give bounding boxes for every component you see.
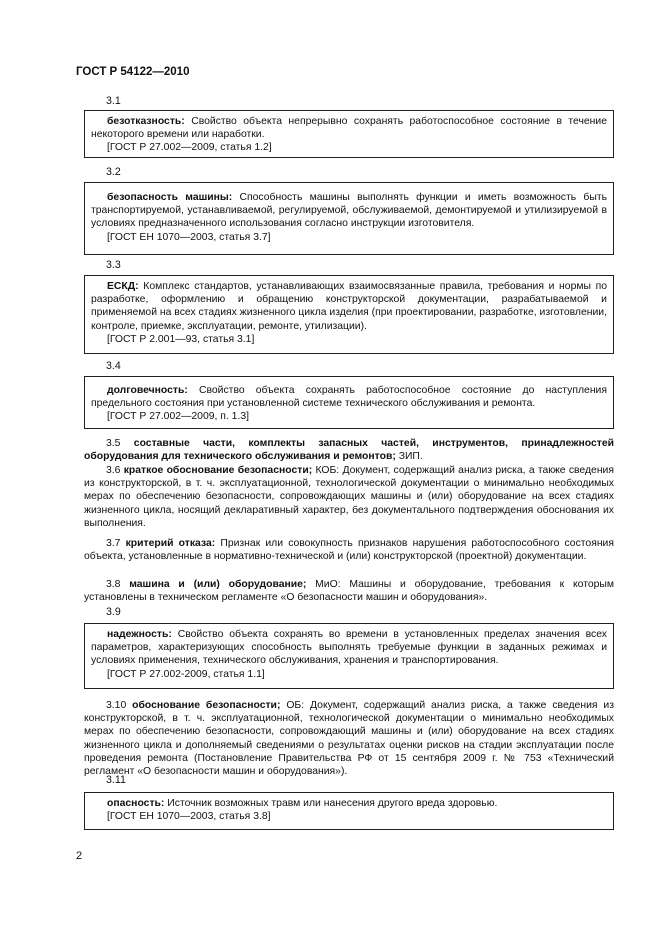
section-number-3-1: 3.1 (106, 95, 121, 107)
section-number-3-3: 3.3 (106, 259, 121, 271)
section-number: 3.7 (106, 538, 121, 549)
reference: [ГОСТ Р 2.001—93, статья 3.1] (107, 333, 255, 345)
term: безопасность машины: (107, 192, 233, 203)
section-number-3-9: 3.9 (106, 606, 121, 618)
term: составные части, комплекты запасных частей, инструментов, принадлежностей оборудования для технического обслуживания и ремонтов; (84, 438, 614, 463)
term: опасность: (107, 798, 165, 809)
term: ЕСКД: (107, 281, 139, 292)
definition-box-3-2 (84, 182, 614, 255)
definition: Признак или совокупность признаков нарушения работоспособного состояния объекта, установленные в нормативно-технической и (или) конструкторской (проектной) документации. (84, 538, 614, 563)
term: критерий отказа: (125, 538, 216, 549)
reference: [ГОСТ Р 27.002-2009, статья 1.1] (107, 668, 265, 680)
term: обоснование безопасности; (132, 700, 281, 711)
definition-box-3-1 (84, 110, 614, 158)
page-number: 2 (76, 850, 83, 862)
reference: [ГОСТ ЕН 1070—2003, статья 3.8] (107, 811, 271, 823)
term: машина и (или) оборудование; (129, 579, 307, 590)
term: надежность: (107, 629, 172, 640)
section-number-3-4: 3.4 (106, 360, 121, 372)
term: краткое обоснование безопасности; (123, 465, 313, 476)
paragraph-3-6 (84, 464, 614, 530)
paragraph-3-8 (84, 578, 614, 604)
paragraph-3-5 (84, 437, 614, 463)
section-number: 3.5 (106, 438, 121, 449)
document-header: ГОСТ Р 54122—2010 (76, 66, 190, 78)
definition: Свойство объекта сохранять работоспособное состояние до наступления предельного состояния при установленной системе технического обслуживания и ремонта. (91, 385, 607, 410)
reference: [ГОСТ Р 27.002—2009, статья 1.2] (107, 142, 272, 154)
definition: ОБ: Документ, содержащий анализ риска, а также сведения из конструкторской, в т. ч. эксплуатационной, технологической документации о минимально необходимых мерах по обеспечению безопасности, сопровождающий машины и (или) оборудование на всех стадиях жизненного цикла и дополняемый сведениями о результатах оценки рисков на стадии эксплуатации после проведения ремонта (Постановление Правительства РФ от 15 сентября 2009 г. № 753 «Технический регламент «О безопасности машин и оборудования»). (84, 700, 614, 778)
term: долговечность: (107, 385, 188, 396)
definition: Источник возможных травм или нанесения другого вреда здоровью. (167, 798, 498, 809)
definition-box-3-11 (84, 792, 614, 830)
definition: КОБ: Документ, содержащий анализ риска, а также сведения из конструкторской, в т. ч. эксплуатационной, технологической документации о минимально необходимых мерах по обеспечению безопасности, сопровождающих машины и (или) оборудование на всех стадиях жизненного цикла, носящий декларативный характер, без документального подтверждения обоснования их выполнения. (84, 465, 614, 529)
section-number-3-2: 3.2 (106, 166, 121, 178)
reference: [ГОСТ ЕН 1070—2003, статья 3.7] (107, 231, 271, 243)
definition: МиО: Машины и оборудование, требования к которым установлены в техническом регламенте «О безопасности машин и оборудования». (84, 579, 615, 604)
definition: Комплекс стандартов, устанавливающих взаимосвязанные правила, требования и нормы по разработке, оформлению и обращению конструкторской документации, разрабатываемой и применяемой на всех стадиях жизненного цикла изделия (при проектировании, разработке, изготовлении, контроле, приемке, эксплуатации, ремонте, утилизации). (91, 281, 608, 332)
definition-box-3-4 (84, 376, 614, 429)
section-number: 3.10 (106, 700, 127, 711)
reference: [ГОСТ Р 27.002—2009, п. 1.3] (107, 411, 250, 423)
definition: Способность машины выполнять функции и иметь возможность быть транспортируемой, устанавливаемой, регулируемой, обслуживаемой, демонтируемой и утилизируемой в условиях предназначенного использования согласно инструкции изготовителя. (91, 192, 607, 230)
section-number: 3.6 (106, 465, 121, 476)
definition: Свойство объекта сохранять во времени в установленных пределах значения всех параметров, характеризующих способность выполнять требуемые функции в заданных режимах и условиях применения, технического обслуживания, хранения и транспортирования. (91, 629, 607, 667)
paragraph-3-10 (84, 699, 614, 778)
paragraph-3-7 (84, 537, 614, 563)
section-number-3-11: 3.11 (106, 774, 126, 786)
term: безотказность: (107, 116, 185, 127)
section-number: 3.8 (106, 579, 121, 590)
definition-box-3-3 (84, 275, 614, 354)
definition-box-3-9 (84, 623, 614, 689)
definition: ЗИП. (398, 451, 423, 463)
definition: Свойство объекта непрерывно сохранять работоспособное состояние в течение некоторого времени или наработки. (91, 116, 607, 141)
